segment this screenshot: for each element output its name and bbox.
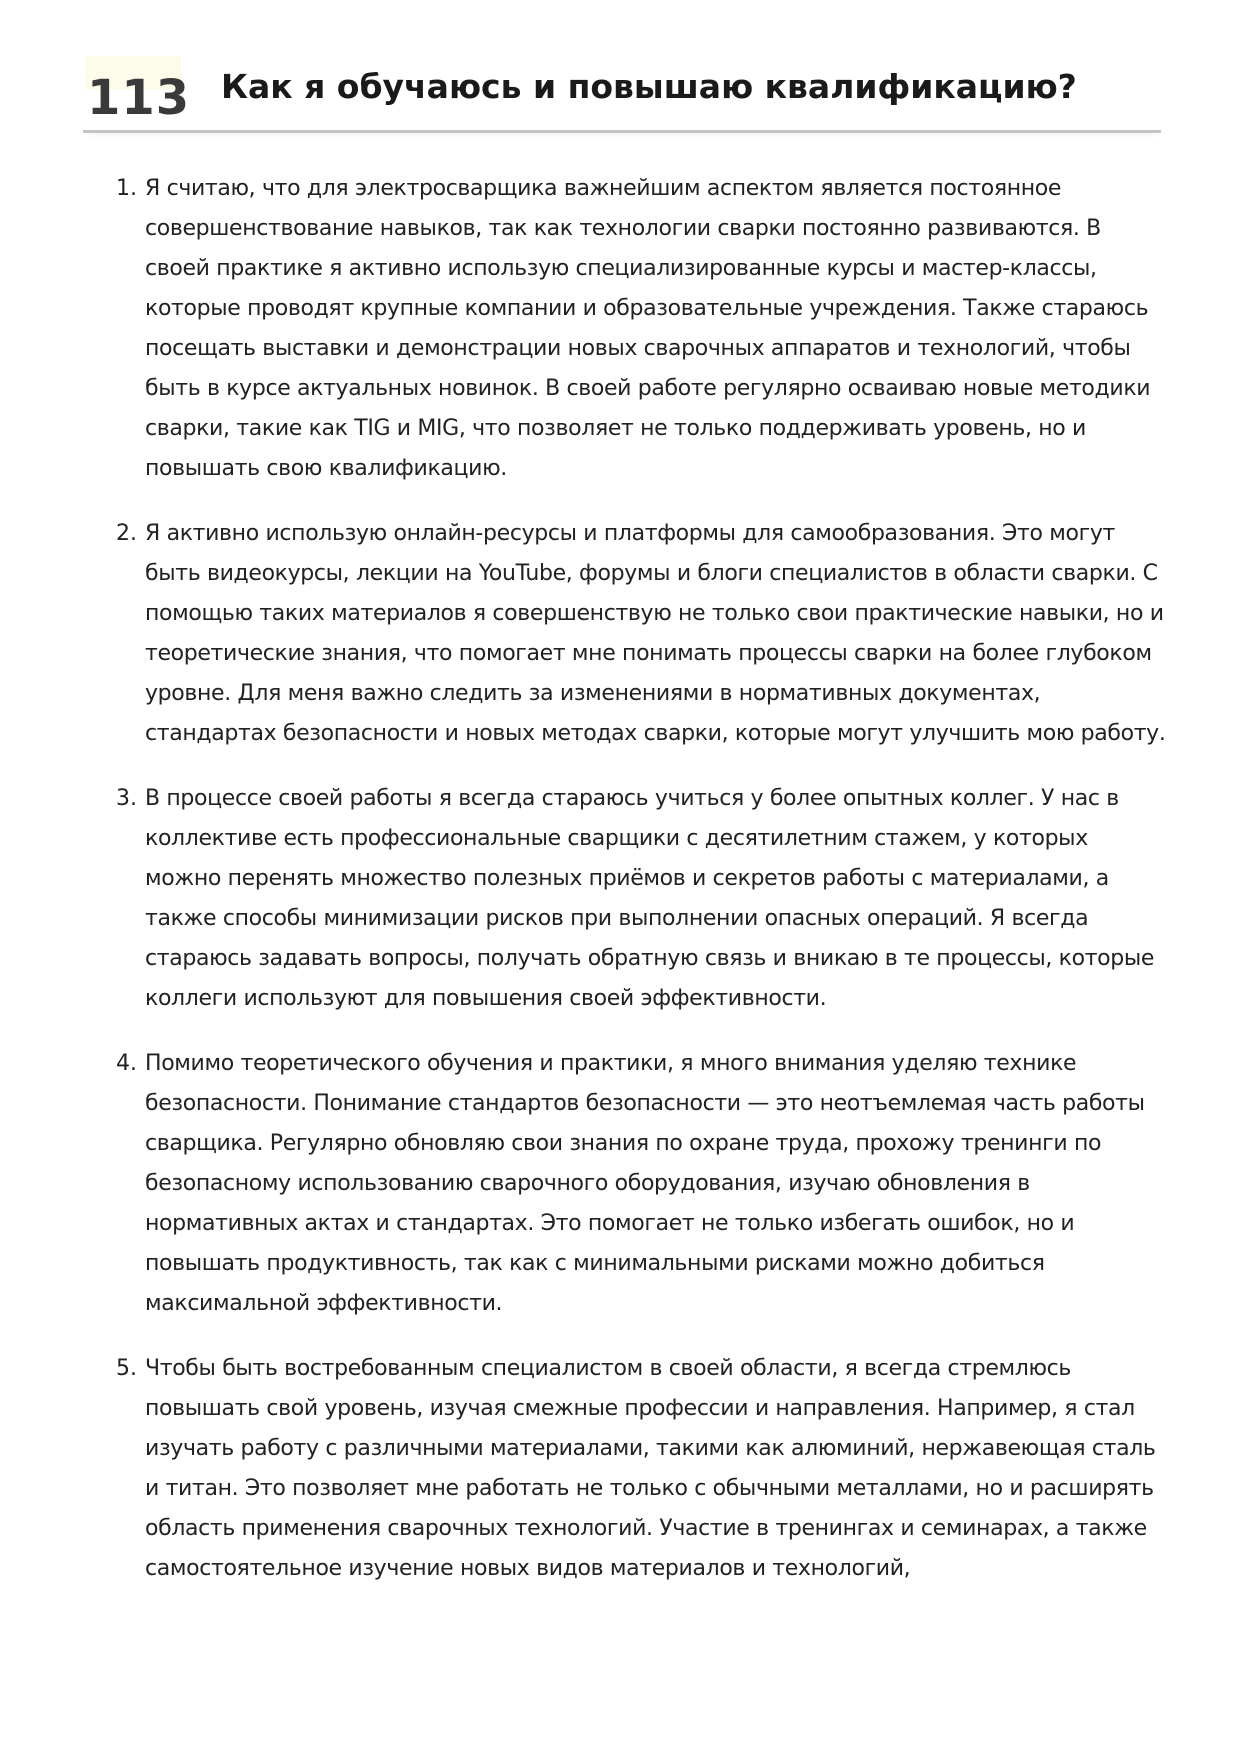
- list-item-number: 2.: [116, 521, 137, 546]
- numbered-list: [116, 169, 1166, 1614]
- list-item-number: 4.: [116, 1051, 137, 1076]
- list-item: [116, 514, 1166, 754]
- list-item-text: Помимо теоретического обучения и практики, я много внимания уделяю технике безопасности. Понимание стандартов безопасности — это неотъемлемая часть работы сварщика. Регулярно обновляю свои знания по охране труда, прохожу тренинги по безопасному использованию сварочного оборудования, изучаю обновления в нормативных актах и стандартах. Это помогает не только избегать ошибок, но и повышать продуктивность, так как с минимальными рисками можно добиться максимальной эффективности.: [145, 1051, 1145, 1316]
- list-item: [116, 1044, 1166, 1324]
- page-number: 113: [87, 70, 191, 126]
- page-header: [83, 56, 1161, 133]
- list-item: [116, 779, 1166, 1019]
- list-item-text: Я считаю, что для электросварщика важнейшим аспектом является постоянное совершенствование навыков, так как технологии сварки постоянно развиваются. В своей практике я активно использую специализированные курсы и мастер-классы, которые проводят крупные компании и образовательные учреждения. Также стараюсь посещать выставки и демонстрации новых сварочных аппаратов и технологий, чтобы быть в курсе актуальных новинок. В своей работе регулярно осваиваю новые методики сварки, такие как TIG и MIG, что позволяет не только поддерживать уровень, но и повышать свою квалификацию.: [145, 176, 1151, 481]
- page-title: Как я обучаюсь и повышаю квалификацию?: [221, 67, 1077, 106]
- list-item-text: В процессе своей работы я всегда стараюсь учиться у более опытных коллег. У нас в коллективе есть профессиональные сварщики с десятилетним стажем, у которых можно перенять множество полезных приёмов и секретов работы с материалами, а также способы минимизации рисков при выполнении опасных операций. Я всегда стараюсь задавать вопросы, получать обратную связь и вникаю в те процессы, которые коллеги используют для повышения своей эффективности.: [145, 786, 1155, 1011]
- list-item: [116, 169, 1166, 489]
- list-item-number: 3.: [116, 786, 137, 811]
- list-item-number: 1.: [116, 176, 137, 201]
- list-item-text: Чтобы быть востребованным специалистом в своей области, я всегда стремлюсь повышать свой уровень, изучая смежные профессии и направления. Например, я стал изучать работу с различными материалами, такими как алюминий, нержавеющая сталь и титан. Это позволяет мне работать не только с обычными металлами, но и расширять область применения сварочных технологий. Участие в тренингах и семинарах, а также самостоятельное изучение новых видов материалов и технологий,: [145, 1356, 1156, 1581]
- list-item-number: 5.: [116, 1356, 137, 1381]
- list-item: [116, 1349, 1166, 1589]
- list-item-text: Я активно использую онлайн-ресурсы и платформы для самообразования. Это могут быть видеокурсы, лекции на YouTube, форумы и блоги специалистов в области сварки. С помощью таких материалов я совершенствую не только свои практические навыки, но и теоретические знания, что помогает мне понимать процессы сварки на более глубоком уровне. Для меня важно следить за изменениями в нормативных документах, стандартах безопасности и новых методах сварки, которые могут улучшить мою работу.: [145, 521, 1166, 746]
